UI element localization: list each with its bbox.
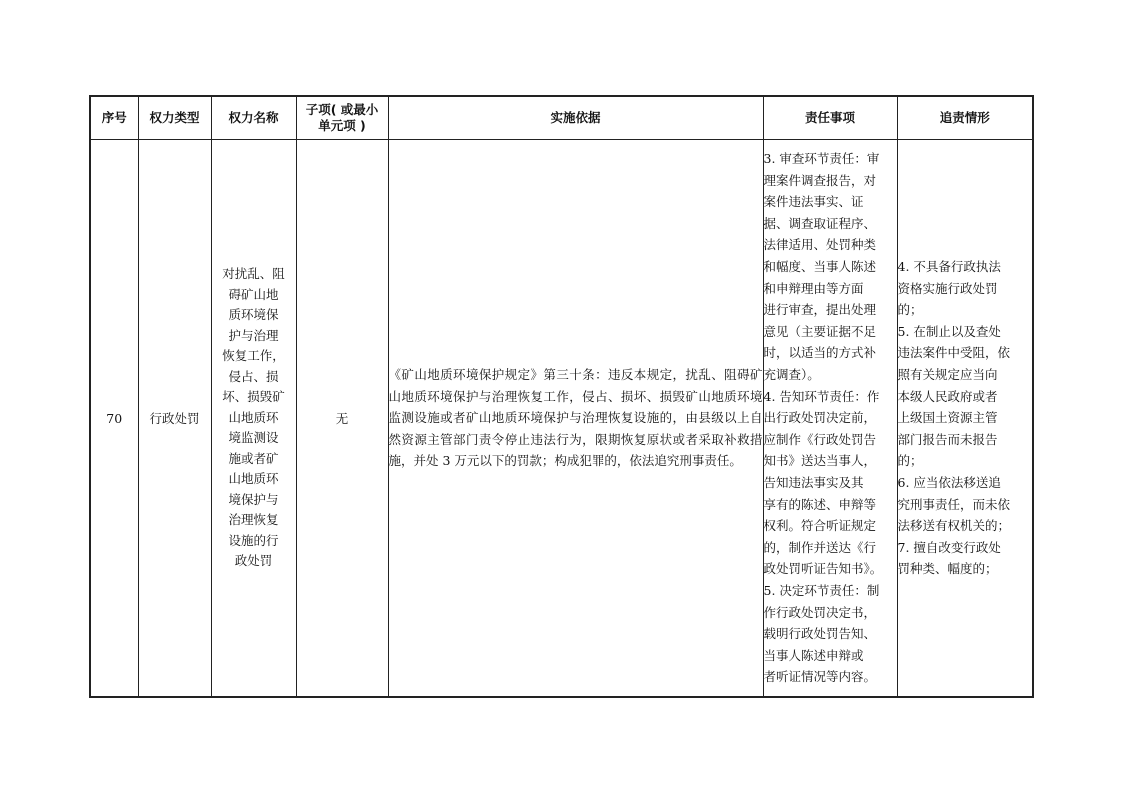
header-responsibility: 责任事项 [763, 96, 897, 140]
header-sub-item-text: 子项( 或最小 单元项 ) [305, 102, 379, 133]
cell-responsibility [763, 140, 897, 698]
cell-power-type: 行政处罚 [138, 140, 211, 698]
power-list-table [89, 95, 1034, 698]
header-basis: 实施依据 [388, 96, 763, 140]
cell-basis: 《矿山地质环境保护规定》第三十条：违反本规定，扰乱、阻碍矿山地质环境保护与治理恢复工作，侵占、损坏、损毁矿山地质环境监测设施或者矿山地质环境保护与治理恢复设施的，由县级以上自然资源主管部门责令停止违法行为，限期恢复原状或者采取补救措施，并处 3 万元以下的罚款；构成犯罪的，依法追究刑事责任。 [388, 140, 763, 698]
cell-accountability [897, 140, 1033, 698]
header-seq: 序号 [90, 96, 138, 140]
table-header-row [90, 96, 1033, 140]
header-sub-item [296, 96, 388, 140]
table-row [90, 140, 1033, 698]
header-power-name: 权力名称 [211, 96, 296, 140]
cell-seq: 70 [90, 140, 138, 698]
header-power-type: 权力类型 [138, 96, 211, 140]
responsibility-text: 3. 审查环节责任：审 理案件调查报告，对 案件违法事实、证 据、调查取证程序、 法律适用、处罚种类 和幅度、当事人陈述 和申辩理由等方面 进行审查，提出处理 意见（主要证据不足 时，以适当的方式补 充调查）。 4. 告知环节责任：作 出行政处罚决定前， 应制作《行政处罚告 知书》送达当事人， 告知违法事实及其 享有的陈述、申辩等 权利。符合听证规定 的，制作并送达《行 政处罚听证告知书》。 5. 决定环节责任：制 作行政处罚决定书， 载明行政处罚告知、 当事人陈述申辩或 者听证情况等内容。 [763, 151, 883, 685]
cell-power-name [211, 140, 296, 698]
accountability-text: 4. 不具备行政执法 资格实施行政处罚 的； 5. 在制止以及查处 违法案件中受阻，依 照有关规定应当向 本级人民政府或者 上级国土资源主管 部门报告而未报告 的； 6. 应当依法移送追 究刑事责任，而未依 法移送有权机关的； 7. 擅自改变行政处 罚种类、幅度的； [897, 259, 1011, 577]
header-accountability: 追责情形 [897, 96, 1033, 140]
cell-sub-item: 无 [296, 140, 388, 698]
power-name-text: 对扰乱、阻 碍矿山地 质环境保 护与治理 恢复工作， 侵占、损 坏、损毁矿 山地质环 境监测设 施或者矿 山地质环 境保护与 治理恢复 设施的行 政处罚 [222, 266, 285, 569]
